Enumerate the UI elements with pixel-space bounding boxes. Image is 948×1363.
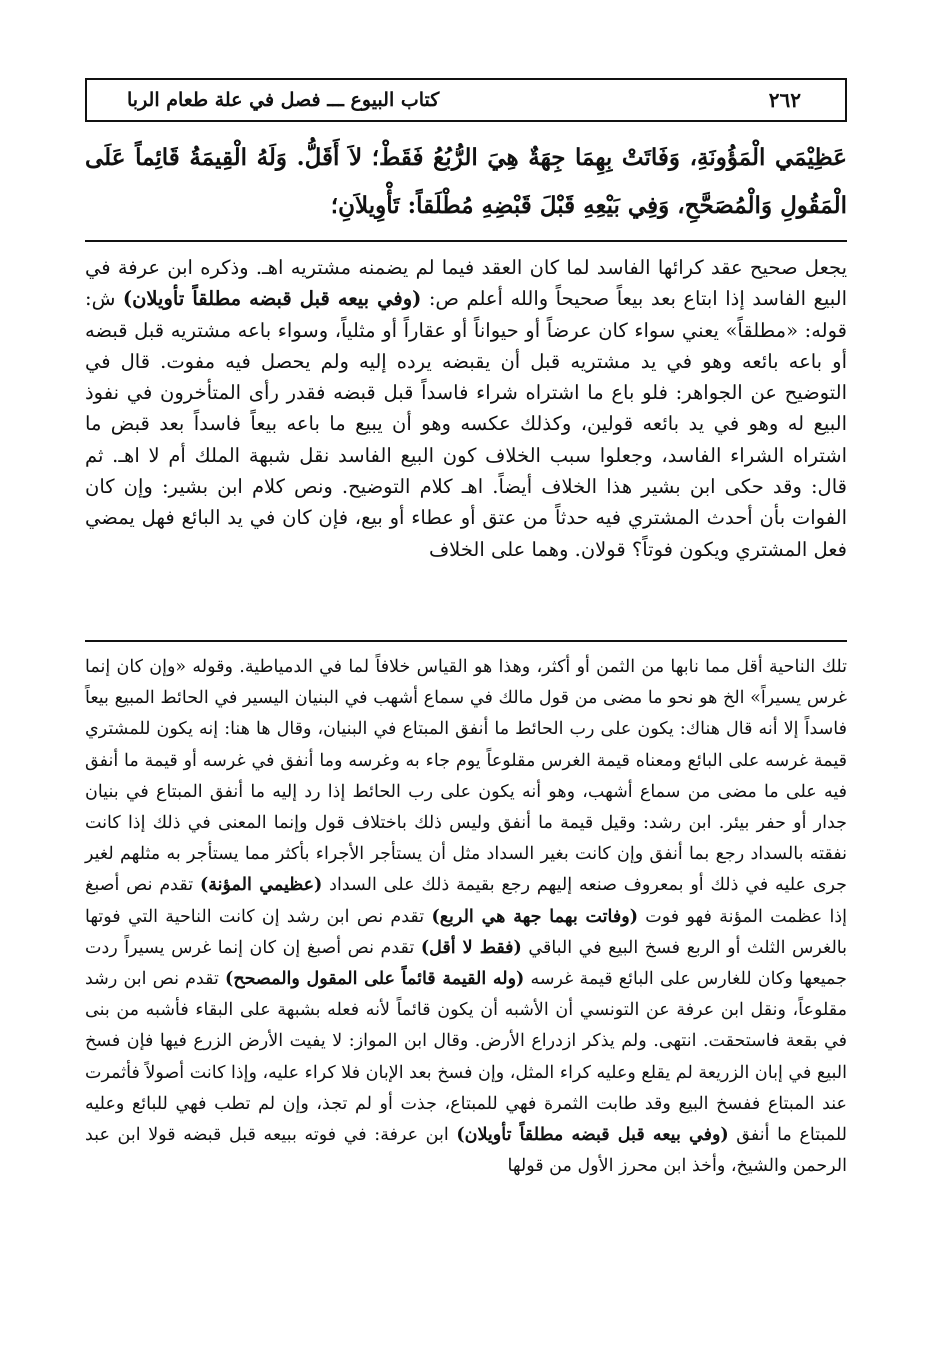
- matn-divider: [85, 240, 847, 242]
- sharh-divider: [85, 640, 847, 642]
- sharh-paragraph: [85, 252, 847, 565]
- hashiya-bold-quote: (عظيمي المؤنة): [199, 875, 323, 896]
- hashiya-text: تقدم نص أصبغ إن كان إنما غرس يسيراً ردت جميعها وكان للغارس على البائع قيمة غرسه: [85, 937, 847, 990]
- hashiya-bold-quote: (وله القيمة قائماً على المقول والمصحح): [225, 969, 525, 990]
- matn-text-block: [85, 134, 847, 230]
- sharh-text: يجعل صحيح عقد كرائها الفاسد لما كان العقد فيما لم يضمنه مشتريه اهـ. وذكره ابن عرفة في البيع الفاسد إذا ابتاع بعد بيعاً صحيحاً والله أعلم ص:: [85, 256, 847, 311]
- hashiya-paragraph: [85, 652, 847, 1182]
- hashiya-text: تقدم نص ابن رشد مقلوعاً، ونقل ابن عرفة عن التونسي أن الأشبه أن يكون قائماً لأنه فعله بشبهة على البقاء فأشبه من بنى في بقعة فاستحقت. انتهى. ولم يذكر ازدراع الأرض. وقال ابن المواز: لا يفيت الأرض الزرع فيها فإن فسخ البيع في إبان الزريعة لم يقلع وعليه كراء المثل، وإن فسخ بعد الإبان فلا كراء عليه، وإذا كانت أصولاً فأثمرت عند المبتاع ففسخ البيع وقد طابت الثمرة فهي للمبتاع، جذت أو لم تجذ، وإن لم تطب فهي للبائع وعليه للمبتاع ما أنفق: [85, 969, 848, 1146]
- hashiya-bold-quote: (وفاتت بهما جهة هي الربع): [431, 906, 638, 927]
- hashiya-text: ابن عرفة: في فوته ببيعه قبل قبضه قولا ابن عبد الرحمن والشيخ، وأخذ ابن محرز الأول من قولها: [85, 1125, 847, 1177]
- sharh-text: ش: قوله: «مطلقاً» يعني سواء كان عرضاً أو حيواناً أو عقاراً أو مثلياً، وسواء باعه مشتريه قبل قبضه أو باعه بائعه وهو في يد مشتريه قبل أن يقبضه يرده إليه ولم يحصل فيه مفوت. قال في التوضيح عن الجواهر: فلو باع ما اشتراه شراء فاسداً قبل قبضه فقدر رأى المتأخرون في نفوذ البيع له وهو في يد بائعه قولين، وكذلك عكسه وهو أن يبيع ما باعه بيعاً فاسداً بعد قبض ما اشتراه الشراء الفاسد، وجعلوا سبب الخلاف كون البيع الفاسد نقل شبهة الملك أم لا اهـ. ثم قال: وقد حكى ابن بشير هذا الخلاف أيضاً. اهـ كلام التوضيح. ونص كلام ابن بشير: وإن كان الفوات بأن أحدث المشتري فيه حدثاً من عتق أو عطاء أو بيع، فإن كان في يد البائع فهل يمضي فعل المشتري ويكون فوتاً؟ قولان. وهما على الخلاف: [85, 287, 847, 561]
- page-number: ٢٦٢: [768, 88, 801, 112]
- hashiya-text-block: [85, 652, 847, 1182]
- hashiya-text: تلك الناحية أقل مما نابها من الثمن أو أكثر، وهذا هو القياس خلافاً لما في الدمياطية. وقوله «وإن كان إنما غرس يسيراً» الخ هو نحو ما مضى من قول مالك في سماع أشهب في البنيان اليسير في الحائط المبيع بيعاً فاسداً إلا أنه قال هناك: يكون على رب الحائط ما أنفق المبتاع في البنيان، وقال ها هنا: إنه يكون للمشتري قيمة غرسه على البائع ومعناه قيمة الغرس مقلوعاً يوم جاء به وغرسه وما أنفق في غرسه أو قيمة ما أنفق فيه على ما مضى من سماع أشهب، وهو أنه يكون على رب الحائط إذا رد إليه ما أنفق المبتاع في بنيان جدار أو حفر بيئر. ابن رشد: وقيل قيمة ما أنفق وليس ذلك باختلاف قول وإنما المعنى في ذلك إذا كانت نفقته بالسداد رجع بما أنفق وإن كانت بغير السداد مثل أن يستأجر الأجراء بأكثر مما يستأجر به مثلهم لغير جرى عليه في ذلك أو بمعروف صنعه إليهم رجع بقيمة ذلك على السداد: [85, 657, 847, 896]
- hashiya-text: تقدم نص ابن رشد إن كانت الناحية التي فوتها بالغرس الثلث أو الربع فسخ البيع في الباقي: [85, 906, 848, 958]
- hashiya-text: تقدم نص أصبغ إذا عظمت المؤنة فهو فوت: [85, 875, 847, 927]
- page-header: [85, 78, 847, 122]
- hashiya-bold-quote: (فقط لا أقل): [420, 937, 522, 958]
- hashiya-bold-quote: (وفي بيعه قبل قبضه مطلقاً تأويلان): [456, 1125, 729, 1146]
- matn-paragraph: عَظِيْمَي الْمَؤُونَةِ، وَفَاتَتْ بِهِمَا جِهَةٌ هِيَ الرُّبُعُ فَقَطْ؛ لاَ أَقَلُّ. وَلَهُ الْقِيمَةُ قَائِماً عَلَى الْمَقُولِ وَالْمُصَحَّحِ، وَفِي بَيْعِهِ قَبْلَ قَبْضِهِ مُطْلَقاً: تَأْوِيلاَنِ؛: [85, 144, 847, 219]
- running-title: كتاب البيوع ـــ فصل في علة طعام الربا: [127, 89, 440, 111]
- sharh-text-block: [85, 252, 847, 565]
- sharh-bold-quote: (وفي بيعه قبل قبضه مطلقاً تأويلان): [122, 287, 422, 311]
